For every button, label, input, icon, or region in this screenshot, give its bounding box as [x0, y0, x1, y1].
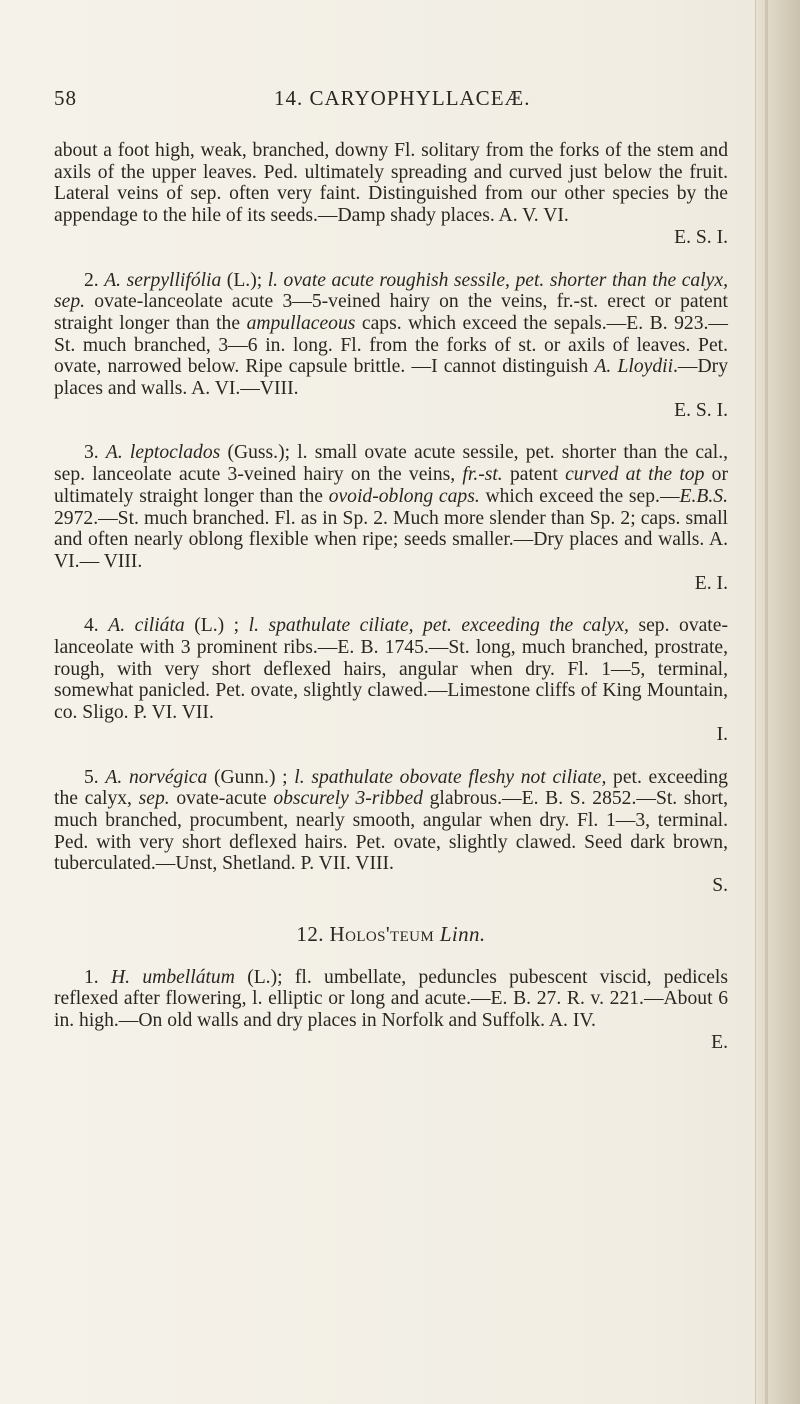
page-number: 58 [54, 86, 77, 110]
species-description-continued: patent [502, 464, 566, 486]
paragraph-text: about a foot high, weak, branched, downy Fl. solitary from the forks of the stem and axils of the upper leaves. Ped. ultimately spreading and curved just below the fruit. Lateral veins of sep. often very faint. Distinguished from our other species by the appendage to the hile of its seeds.—Damp shady places. A. V. VI. [54, 140, 728, 227]
capsule-term: ampullaceous [246, 312, 356, 334]
species-number: 2. [84, 269, 99, 291]
species-description: sep. ovate-lanceolate with 3 prominent ribs.—E. B. 1745.—St. long, much branched, prostrate, rough, with very short deflexed hairs, angular when dry. Fl. 1—5, terminal, somewhat panicled. Pet. ovate, slightly clawed.—Limestone cliffs of King Mountain, co. Sligo. P. VI. VII. [54, 615, 728, 724]
species-description-continued: or ultimately straight longer than the [54, 464, 728, 507]
species-habitat: .—Dry places and walls. A. VI.—VIII. [54, 356, 728, 400]
species-author: (L.) ; [184, 615, 249, 637]
binding-shadow [765, 0, 768, 1404]
capsule-term: ovoid-oblong caps. [328, 485, 480, 507]
genus-author: Linn. [439, 921, 486, 946]
species-number: 1. [84, 966, 99, 988]
page-header [54, 86, 734, 114]
continued-paragraph [54, 140, 728, 249]
species-entry-5 [54, 767, 728, 897]
species-name: A. ciliáta [108, 615, 185, 637]
species-description: ovate-lanceolate acute 3—5-veined hairy on the veins, fr.-st. erect or patent straight longer than the [54, 291, 728, 334]
species-description-continued: glabrous.—E. B. S. 2852.—St. short, much branched, procumbent, nearly smooth, angular when dry. Fl. 1—3, terminal. Ped. with very short deflexed hairs. Pet. ovate, slightly clawed. Seed dark brown, tuberculated.—Unst, Shetland. P. VII. VIII. [54, 788, 728, 875]
species-author: (Gunn.) ; [207, 766, 295, 788]
species-diagnosis: l. ovate acute roughish sessile, pet. shorter than the calyx, sep. [54, 269, 728, 313]
ribbed-term: obscurely 3-ribbed [273, 788, 423, 810]
page-edge [755, 0, 800, 1404]
genus-name: Holos'teum [329, 921, 435, 946]
species-diagnosis: l. spathulate obovate fleshy not ciliate, [294, 766, 607, 788]
species-name: A. serpyllifólia [104, 269, 222, 291]
species-description-continued: ovate-acute [169, 788, 274, 810]
species-description: fl. umbellate, peduncles pubescent viscid, pedicels reflexed after flowering, l. elliptic or long and acute.—E. B. 27. R. v. 221.—About 6 in. high.—On old walls and dry places in Norfolk and Suffolk. A. IV. [54, 966, 728, 1031]
species-name: A. leptoclados [105, 442, 221, 464]
species-number: 3. [84, 442, 99, 464]
fruit-stalk-term: fr.-st. [462, 464, 503, 486]
species-author: (L.); [221, 269, 268, 291]
reference-term: E.B.S. [679, 485, 728, 507]
species-entry-3 [54, 442, 728, 594]
species-description: l. small ovate acute sessile, pet. shorter than the cal., sep. lanceolate acute 3-veined hairy on the veins, [54, 442, 728, 486]
species-author: (L.); [234, 966, 295, 988]
species-number: 5. [84, 766, 99, 788]
species-number: 4. [84, 615, 99, 637]
region-label: E. [711, 1031, 728, 1053]
region-label: E. S. I. [674, 399, 728, 421]
region-label: I. [716, 723, 728, 745]
region-label: S. [712, 875, 728, 897]
species-name: A. norvégica [105, 766, 208, 788]
species-description-continued: which exceed the sep.— [479, 485, 680, 507]
species-entry-2 [54, 270, 728, 422]
genus-number: 12. [296, 921, 324, 946]
holosteum-species-entry [54, 967, 728, 1054]
region-label: E. I. [694, 572, 728, 594]
species-description: pet. exceeding the calyx, [54, 766, 728, 810]
species-description-continued: 2972.—St. much branched. Fl. as in Sp. 2. Much more slender than Sp. 2; caps. small and often nearly oblong flexible when ripe; seeds smaller.—Dry places and walls. A. VI.— VIII. [54, 507, 728, 572]
species-author: (Guss.); [220, 442, 298, 464]
species-entry-4 [54, 615, 728, 745]
region-label: E. S. I. [674, 226, 728, 248]
species-reference: A. Lloydii [594, 356, 674, 378]
curved-term: curved at the top [565, 464, 705, 486]
species-name: H. umbellátum [111, 966, 235, 988]
species-diagnosis: l. spathulate ciliate, pet. exceeding the calyx, [248, 615, 629, 637]
species-description-continued: caps. which exceed the sepals.—E. B. 923.—St. much branched, 3—6 in. long. Fl. from the forks of st. or axils of leaves. Pet. ovate, narrowed below. Ripe capsule brittle. —I cannot distinguish [54, 312, 728, 378]
genus-heading [54, 921, 728, 946]
sepal-term: sep. [138, 788, 170, 810]
running-head: 14. CARYOPHYLLACEÆ. [274, 86, 531, 110]
page-content [54, 140, 728, 1053]
